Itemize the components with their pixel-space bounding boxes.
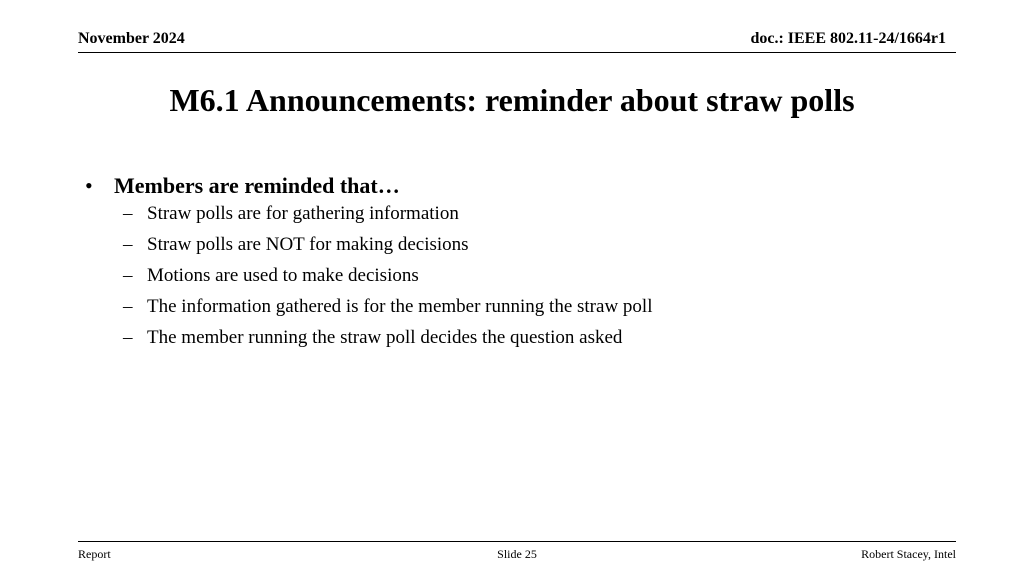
- sub-bullet-text: Straw polls are for gathering information: [147, 203, 459, 224]
- sub-bullet-item: [85, 296, 945, 327]
- dash-marker: –: [123, 265, 133, 286]
- slide-title: M6.1 Announcements: reminder about straw polls: [169, 82, 855, 118]
- dash-marker: –: [123, 203, 133, 224]
- dash-marker: –: [123, 234, 133, 255]
- dash-marker: –: [123, 327, 133, 348]
- slide-header: [78, 30, 956, 53]
- sub-bullet-item: [85, 203, 945, 234]
- main-bullet-text: Members are reminded that…: [114, 173, 400, 198]
- header-doc-id: doc.: IEEE 802.11-24/1664r1: [750, 30, 946, 47]
- slide-footer: [78, 541, 956, 562]
- sub-bullet-text: Motions are used to make decisions: [147, 265, 419, 286]
- slide-content: [85, 173, 945, 358]
- sub-bullet-list: [85, 203, 945, 358]
- header-date: November 2024: [78, 30, 185, 47]
- main-bullet: [85, 173, 945, 199]
- sub-bullet-text: The member running the straw poll decides the question asked: [147, 327, 623, 348]
- sub-bullet-text: The information gathered is for the member running the straw poll: [147, 296, 653, 317]
- sub-bullet-text: Straw polls are NOT for making decisions: [147, 234, 469, 255]
- footer-slide-number: Slide 25: [497, 547, 537, 561]
- footer-report-label: Report: [78, 547, 111, 561]
- sub-bullet-item: [85, 327, 945, 358]
- sub-bullet-item: [85, 265, 945, 296]
- sub-bullet-item: [85, 234, 945, 265]
- bullet-marker: •: [85, 173, 93, 198]
- dash-marker: –: [123, 296, 133, 317]
- footer-author: Robert Stacey, Intel: [861, 547, 956, 561]
